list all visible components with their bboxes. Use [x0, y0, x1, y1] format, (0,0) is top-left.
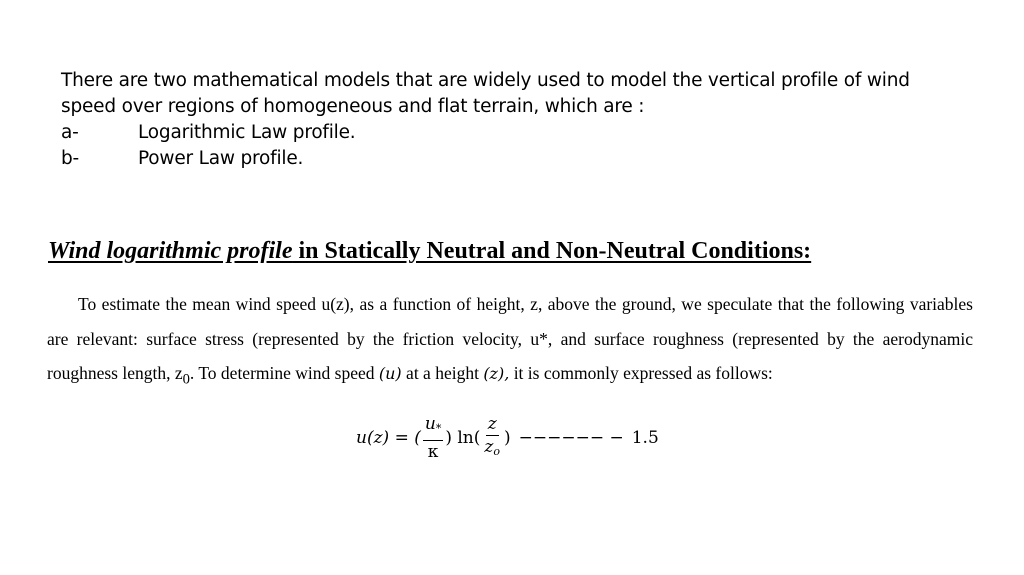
paragraph-part1: To estimate the mean wind speed u(z), as a function of height, z, above the ground, we speculate that the following variables are relevant: surface stress (represented by the friction velocity, u*, and surface roughness (represented by the aerodynamic roughness length, z: [47, 294, 973, 383]
var-z: (𝑧),: [483, 364, 510, 383]
frac1-denominator: κ: [427, 442, 439, 462]
intro-text-block: [61, 68, 961, 172]
equation-dashes: −−−−−− −: [518, 428, 624, 448]
list-label-a: Logarithmic Law profile.: [138, 122, 356, 143]
fraction-u-star-over-kappa: [423, 414, 443, 462]
list-marker-b: b-: [61, 148, 80, 169]
list-label-b: Power Law profile.: [138, 148, 304, 169]
list-item-a: [61, 120, 961, 146]
equation-1-5: [356, 414, 659, 462]
body-paragraph: [47, 287, 973, 397]
intro-paragraph: There are two mathematical models that are widely used to model the vertical profile of wind speed over regions of homogeneous and flat terrain, which are :: [61, 70, 910, 117]
list-marker-a: a-: [61, 122, 79, 143]
frac2-denominator: z: [484, 437, 494, 457]
frac1-numerator: u: [424, 414, 436, 434]
frac1-numerator-sub: *: [435, 422, 442, 435]
paragraph-part4: it is commonly expressed as follows:: [509, 363, 773, 383]
paragraph-part2: . To determine wind speed: [189, 363, 379, 383]
equation-rhs: ): [503, 428, 511, 448]
heading-rest: in Statically Neutral and Non-Neutral Conditions:: [292, 238, 812, 264]
z0-subscript: 0: [182, 371, 190, 388]
equation-lhs: u(z) = (: [356, 428, 421, 448]
list-item-b: [61, 146, 961, 172]
frac2-denominator-sub: o: [493, 445, 500, 458]
paragraph-part3: at a height: [401, 363, 484, 383]
heading-italic-part: Wind logarithmic profile: [48, 238, 293, 264]
frac2-numerator: z: [487, 414, 497, 434]
fraction-z-over-z0: [482, 414, 502, 462]
equation-mid: ) ln(: [445, 428, 481, 448]
equation-number: 1.5: [631, 428, 659, 448]
var-u: (𝑢): [378, 364, 402, 383]
section-heading: [48, 238, 811, 265]
